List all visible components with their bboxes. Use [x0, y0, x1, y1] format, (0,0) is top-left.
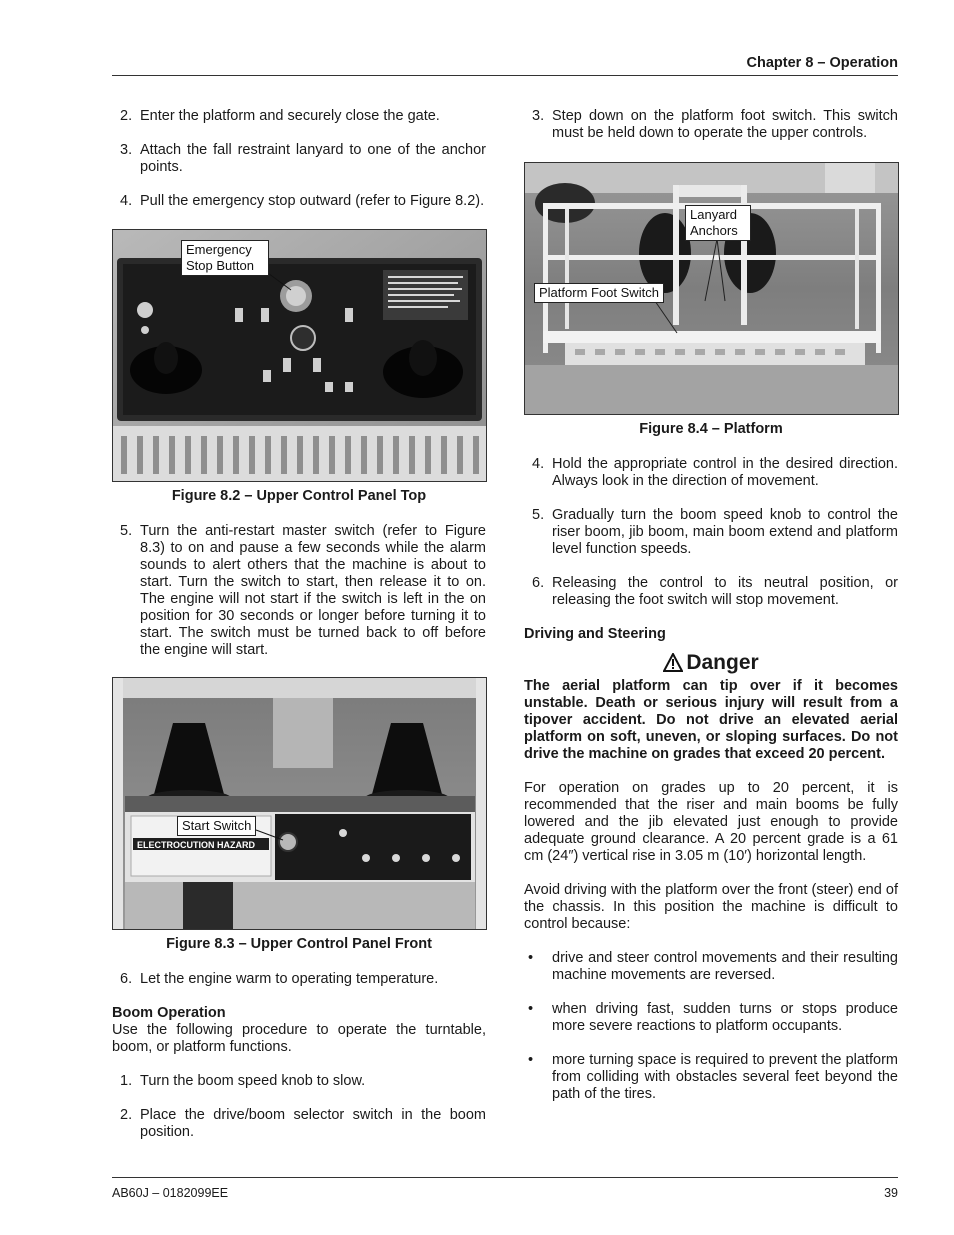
- step-item: [524, 575, 898, 609]
- step-text: Attach the fall restraint lanyard to one of the anchor points.: [140, 142, 486, 175]
- step-text: Place the drive/boom selector switch in the boom position.: [140, 1107, 486, 1140]
- upper-control-panel-front-image: [113, 678, 486, 929]
- step-item: [112, 1107, 486, 1141]
- platform-foot-switch-callout: Platform Foot Switch: [534, 283, 664, 303]
- electrocution-hazard-label: ELECTROCUTION HAZARD: [137, 840, 255, 850]
- figure-8-3-photo: [112, 677, 487, 930]
- boom-operation-heading: Boom Operation: [112, 1005, 226, 1021]
- header-rule: [112, 75, 898, 76]
- step-text: Let the engine warm to operating temperature.: [140, 971, 439, 987]
- step-number: 1.: [120, 1073, 133, 1089]
- danger-title-text: Danger: [686, 651, 759, 674]
- boom-operation-intro: Use the following procedure to operate the turntable, boom, or platform functions.: [112, 1022, 486, 1055]
- step-text: Turn the boom speed knob to slow.: [140, 1073, 366, 1089]
- figure-8-4-caption: Figure 8.4 – Platform: [639, 421, 783, 437]
- bullet-item: [524, 1052, 898, 1103]
- step-item: [112, 1073, 486, 1090]
- step-number: 4.: [120, 193, 133, 209]
- figure-8-4-photo: [524, 162, 899, 415]
- bullet-item: [524, 950, 898, 984]
- danger-warning-text: The aerial platform can tip over if it becomes unstable. Death or serious injury will result from a tipover accident. Do not drive an elevated aerial platform on soft, uneven, or sloping surfaces. Do not drive the machine on grades that exceed 20 percent.: [524, 678, 898, 762]
- step-number: 6.: [120, 971, 133, 987]
- step-number: 5.: [532, 507, 545, 523]
- emergency-stop-callout: Emergency Stop Button: [181, 240, 269, 276]
- step-text: Pull the emergency stop outward (refer to Figure 8.2).: [140, 193, 485, 209]
- document-id: AB60J – 0182099EE: [112, 1186, 229, 1200]
- upper-control-panel-top-image: [113, 230, 486, 481]
- bullet-symbol: •: [528, 1052, 534, 1068]
- start-switch-callout: Start Switch: [177, 816, 256, 836]
- footer-rule: [112, 1177, 898, 1178]
- step-number: 6.: [532, 575, 545, 591]
- page-number: 39: [884, 1186, 898, 1200]
- step-item: [112, 971, 486, 988]
- step-item: [112, 193, 486, 210]
- bullet-symbol: •: [528, 1001, 534, 1017]
- figure-8-2-caption: Figure 8.2 – Upper Control Panel Top: [171, 488, 427, 504]
- step-number: 3.: [532, 108, 545, 124]
- step-number: 3.: [120, 142, 133, 158]
- bullet-text: more turning space is required to prevent the platform from colliding with obstacles several feet beyond the path of the tires.: [552, 1052, 898, 1102]
- step-item: [112, 108, 486, 125]
- step-number: 2.: [120, 1107, 133, 1123]
- lanyard-anchors-callout: Lanyard Anchors: [685, 205, 751, 241]
- bullet-text: drive and steer control movements and their resulting machine movements are reversed.: [552, 950, 898, 983]
- step-text: Step down on the platform foot switch. This switch must be held down to operate the upper controls.: [552, 108, 898, 141]
- driving-steering-heading: Driving and Steering: [524, 626, 666, 642]
- step-text: Turn the anti-restart master switch (refer to Figure 8.3) to on and pause a few seconds while the alarm sounds to alert others that the machine is about to start. Turn the switch to start, then release it to on. The engine will not start if the switch is left in the on position for 30 seconds or longer before turning it to start. The switch must be turned back to off before the engine will start.: [140, 523, 486, 658]
- step-item: [524, 456, 898, 490]
- step-number: 2.: [120, 108, 133, 124]
- step-item: [112, 523, 486, 659]
- bullet-symbol: •: [528, 950, 534, 966]
- grade-paragraph: For operation on grades up to 20 percent, it is recommended that the riser and main booms be fully lowered and the jib elevated just enough to provide adequate ground clearance. A 20 percent grade is a 61 cm (24″) vertical rise in 3.05 m (10′) horizontal length.: [524, 780, 898, 864]
- right-column: [524, 108, 898, 1120]
- step-item: [524, 507, 898, 558]
- step-item: [524, 108, 898, 142]
- step-item: [112, 142, 486, 176]
- step-number: 5.: [120, 523, 133, 539]
- step-text: Enter the platform and securely close the gate.: [140, 108, 440, 124]
- step-text: Releasing the control to its neutral position, or releasing the foot switch will stop movement.: [552, 575, 898, 608]
- left-column: [112, 108, 486, 1158]
- step-text: Hold the appropriate control in the desired direction. Always look in the direction of movement.: [552, 456, 898, 489]
- step-text: Gradually turn the boom speed knob to control the riser boom, jib boom, main boom extend and platform level function speeds.: [552, 507, 898, 557]
- figure-8-3-caption: Figure 8.3 – Upper Control Panel Front: [166, 936, 432, 952]
- warning-triangle-icon: [663, 653, 683, 672]
- bullet-text: when driving fast, sudden turns or stops produce more severe reactions to platform occupants.: [552, 1001, 898, 1034]
- avoid-driving-paragraph: Avoid driving with the platform over the front (steer) end of the chassis. In this position the machine is difficult to control because:: [524, 882, 898, 932]
- chapter-title: Chapter 8 – Operation: [746, 55, 898, 71]
- danger-heading: [524, 653, 898, 672]
- bullet-item: [524, 1001, 898, 1035]
- step-number: 4.: [532, 456, 545, 472]
- figure-8-2-photo: [112, 229, 487, 482]
